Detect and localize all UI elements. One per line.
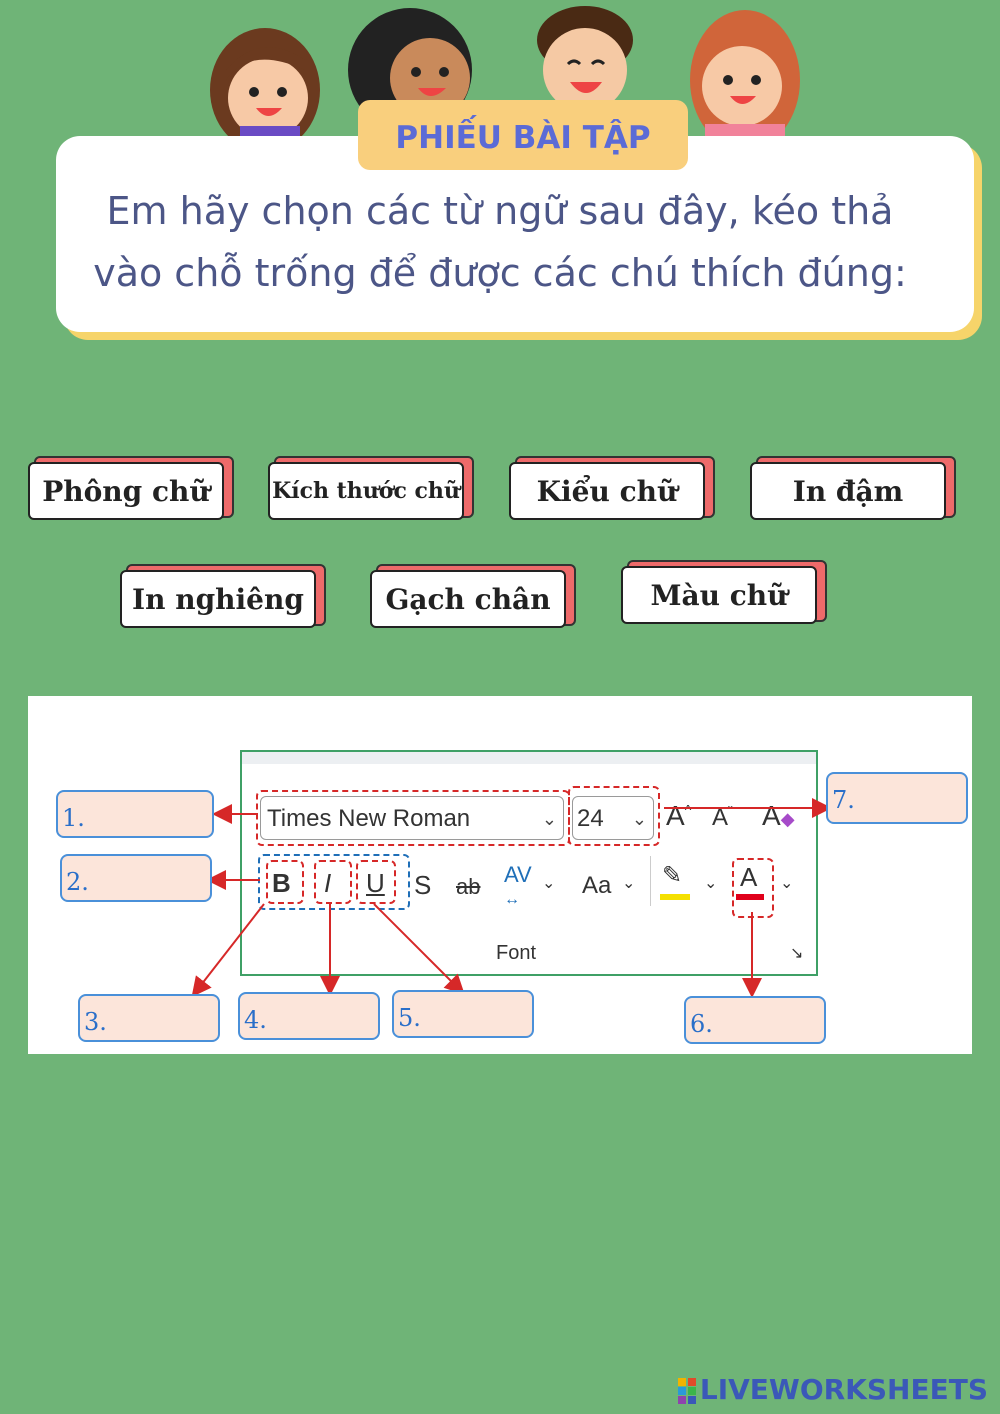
word-card-label: Màu chữ	[621, 566, 817, 624]
answer-number: 7.	[832, 786, 855, 814]
bold-icon: B	[272, 868, 291, 898]
chevron-down-icon: ⌄	[541, 809, 557, 829]
word-card-kich-thuoc-chu[interactable]	[268, 462, 464, 520]
answer-box-1[interactable]	[56, 790, 214, 838]
highlight-icon: ✎	[662, 862, 683, 889]
font-size-value: 24	[577, 805, 604, 832]
answer-number: 5.	[398, 1004, 421, 1032]
word-card-label: In nghiêng	[120, 570, 316, 628]
liveworksheets-wordmark: LIVEWORKSHEETS	[699, 1373, 988, 1406]
answer-number: 3.	[84, 1008, 107, 1036]
ribbon-group-label: Font	[496, 942, 537, 964]
word-card-label: Kích thước chữ	[268, 462, 464, 520]
dialog-launcher-icon: ↘	[790, 945, 804, 962]
word-card-label: Gạch chân	[370, 570, 566, 628]
worksheet-title-tag: PHIẾU BÀI TẬP	[358, 100, 688, 170]
kid-face-4	[690, 10, 800, 140]
chevron-down-icon: ⌄	[780, 875, 794, 892]
font-color-icon: A	[740, 862, 758, 892]
answer-box-6[interactable]	[684, 996, 826, 1044]
chevron-down-icon: ⌄	[542, 875, 556, 892]
shrink-font-icon: $A^ˇ$	[712, 803, 733, 831]
word-card-label: Kiểu chữ	[509, 462, 705, 520]
answer-number: 4.	[244, 1006, 267, 1034]
answer-box-2[interactable]	[60, 854, 212, 902]
kid-face-1	[210, 28, 320, 140]
word-card-label: In đậm	[750, 462, 946, 520]
word-card-gach-chan[interactable]	[370, 570, 566, 628]
character-spacing-icon: AV ↔	[504, 862, 532, 908]
liveworksheets-logo	[678, 1373, 988, 1406]
instruction-line-2: vào chỗ trống để được các chú thích đúng:	[93, 251, 907, 295]
word-card-label: Phông chữ	[28, 462, 224, 520]
change-case-icon: Aa	[582, 872, 612, 899]
answer-number: 1.	[62, 804, 85, 832]
word-card-in-nghieng[interactable]	[120, 570, 316, 628]
answer-box-3[interactable]	[78, 994, 220, 1042]
instruction-text	[70, 180, 930, 304]
font-name-value: Times New Roman	[267, 805, 471, 832]
shadow-icon: S	[414, 870, 432, 900]
instruction-line-1: Em hãy chọn các từ ngữ sau đây, kéo thả	[106, 189, 894, 233]
word-card-in-dam[interactable]	[750, 462, 946, 520]
italic-icon: I	[324, 868, 332, 898]
clear-formatting-icon: A◆	[762, 800, 795, 831]
answer-box-4[interactable]	[238, 992, 380, 1040]
answer-number: 2.	[66, 868, 89, 896]
chevron-down-icon: ⌄	[631, 809, 647, 829]
underline-icon: U	[366, 868, 385, 898]
word-card-kieu-chu[interactable]	[509, 462, 705, 520]
answer-number: 6.	[690, 1010, 713, 1038]
strikethrough-icon: ab	[456, 874, 481, 899]
answer-box-5[interactable]	[392, 990, 534, 1038]
answer-box-7[interactable]	[826, 772, 968, 824]
chevron-down-icon: ⌄	[622, 875, 636, 892]
word-card-phong-chu[interactable]	[28, 462, 224, 520]
grow-font-icon: A^	[666, 800, 692, 831]
word-card-mau-chu[interactable]	[621, 566, 817, 624]
chevron-down-icon: ⌄	[704, 875, 718, 892]
liveworksheets-mark-icon	[678, 1378, 696, 1404]
font-ribbon-diagram	[28, 696, 972, 1054]
